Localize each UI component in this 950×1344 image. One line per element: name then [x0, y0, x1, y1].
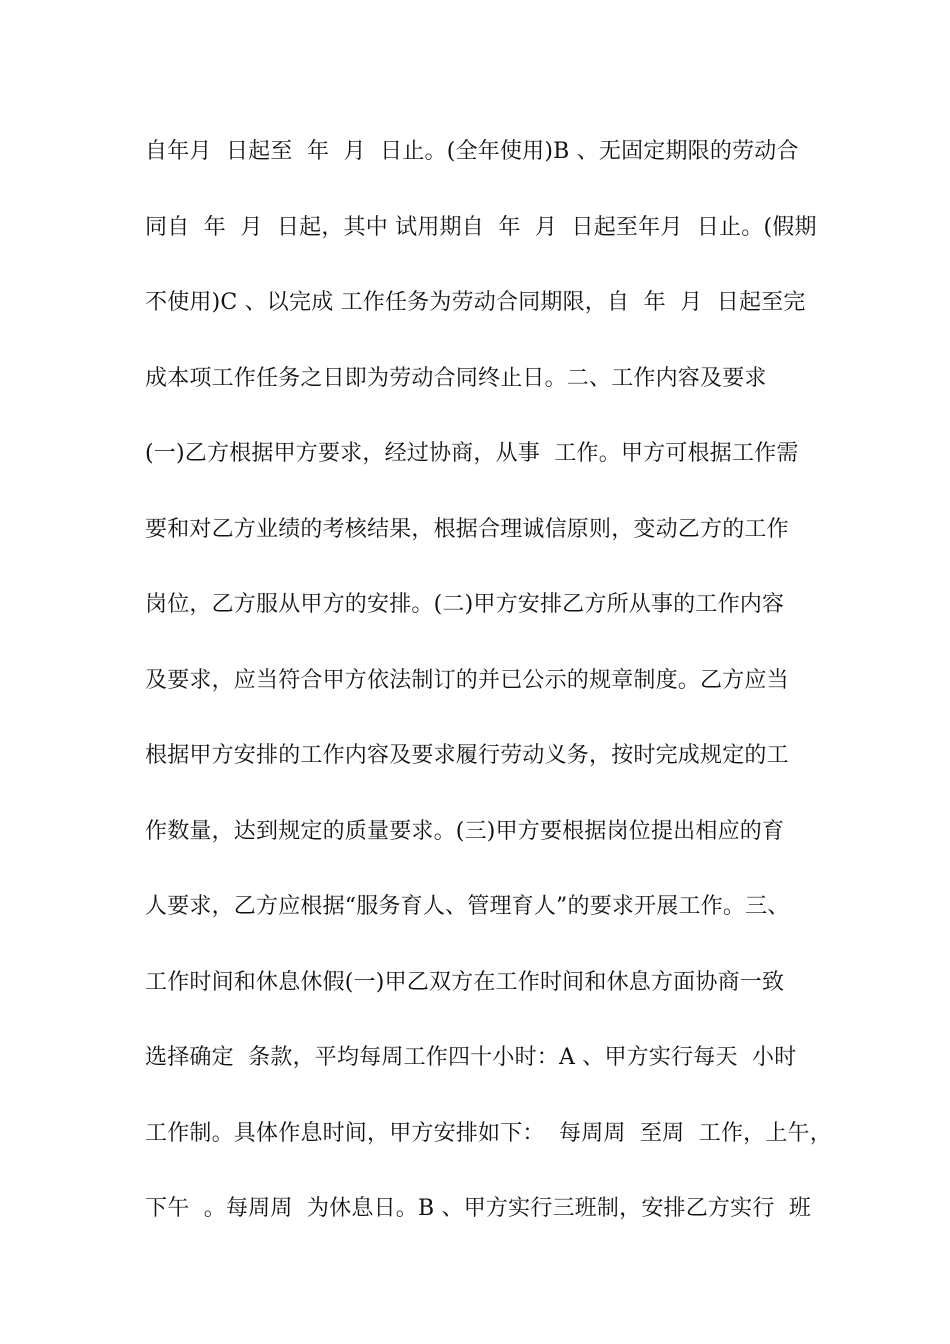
text-line-13: 选择确定 条款，平均每周工作四十小时：A 、甲方实行每天 小时 [145, 1045, 797, 1070]
text-line-1: 自年月 日起至 年 月 日止。(全年使用)B 、无固定期限的劳动合 [145, 139, 799, 164]
text-line-2: 同自 年 月 日起，其中 试用期自 年 月 日起至年月 日止。(假期 [145, 214, 817, 240]
text-line-11: 人要求，乙方应根据“服务育人、管理育人”的要求开展工作。三、 [145, 894, 790, 919]
text-line-3: 不使用)C 、以完成 工作任务为劳动合同期限，自 年 月 日起至完 [145, 290, 806, 315]
text-line-12: 工作时间和休息休假(一)甲乙双方在工作时间和休息方面协商一致 [145, 969, 785, 995]
text-line-15: 下午 。每周周 为休息日。B 、甲方实行三班制，安排乙方实行 班 [145, 1196, 812, 1221]
text-line-5: (一)乙方根据甲方要求，经过协商，从事 工作。甲方可根据工作需 [145, 441, 799, 466]
contract-text [145, 130, 832, 1263]
text-line-4: 成本项工作任务之日即为劳动合同终止日。二、工作内容及要求 [145, 365, 767, 391]
text-line-7: 岗位，乙方服从甲方的安排。(二)甲方安排乙方所从事的工作内容 [145, 592, 785, 617]
text-line-10: 作数量，达到规定的质量要求。(三)甲方要根据岗位提出相应的育 [145, 818, 785, 844]
text-line-6: 要和对乙方业绩的考核结果，根据合理诚信原则，变动乙方的工作 [145, 516, 789, 542]
text-line-8: 及要求，应当符合甲方依法制订的并已公示的规章制度。乙方应当 [145, 667, 789, 693]
text-line-9: 根据甲方安排的工作内容及要求履行劳动义务，按时完成规定的工 [145, 743, 789, 768]
text-line-14: 工作制。具体作息时间，甲方安排如下： 每周周 至周 工作，上午， [145, 1120, 832, 1146]
